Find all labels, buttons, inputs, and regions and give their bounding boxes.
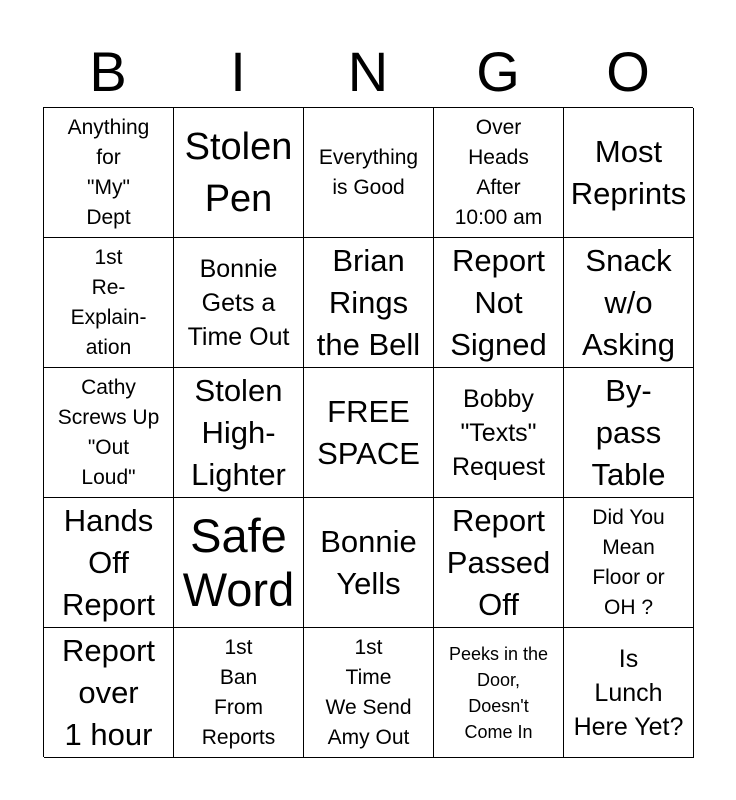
bingo-cell[interactable] <box>434 368 564 498</box>
bingo-cell-text: Anything for "My" Dept <box>67 115 150 229</box>
bingo-cell-text: Safe Word <box>182 508 295 616</box>
bingo-board <box>43 107 693 757</box>
bingo-cell-text: Stolen High- Lighter <box>191 372 286 492</box>
bingo-cell-text: Everything is Good <box>318 145 419 199</box>
bingo-cell-text: By- pass Table <box>591 372 666 492</box>
bingo-cell-text: Bonnie Yells <box>320 523 417 601</box>
bingo-cell-text: Cathy Screws Up "Out Loud" <box>57 375 160 489</box>
bingo-cell-text: Did You Mean Floor or OH ? <box>592 505 665 619</box>
header-letter-g: G <box>476 40 520 103</box>
bingo-cell[interactable] <box>304 108 434 238</box>
bingo-cell-text: Snack w/o Asking <box>581 242 676 362</box>
bingo-cell-text: Report Passed Off <box>446 502 551 622</box>
bingo-cell[interactable] <box>564 498 694 628</box>
bingo-cell-text: 1st Ban From Reports <box>201 635 276 749</box>
bingo-cell-text: 1st Time We Send Amy Out <box>325 635 412 749</box>
bingo-header <box>43 38 693 106</box>
bingo-cell[interactable] <box>434 628 564 758</box>
bingo-cell-text: Brian Rings the Bell <box>316 242 421 362</box>
bingo-cell-text: Bobby "Texts" Request <box>451 384 546 481</box>
bingo-cell[interactable] <box>434 108 564 238</box>
bingo-cell-text: Report Not Signed <box>450 242 547 362</box>
header-letter-i: I <box>230 40 246 103</box>
bingo-cell[interactable] <box>44 108 174 238</box>
bingo-cell[interactable] <box>564 108 694 238</box>
bingo-cell[interactable] <box>174 368 304 498</box>
bingo-cell[interactable] <box>304 628 434 758</box>
bingo-cell-text: FREE SPACE <box>317 393 420 471</box>
bingo-cell[interactable] <box>174 498 304 628</box>
bingo-cell[interactable] <box>44 368 174 498</box>
header-letter-n: N <box>347 40 389 103</box>
bingo-cell[interactable] <box>304 368 434 498</box>
bingo-cell-text: Peeks in the Door, Doesn't Come In <box>448 643 549 742</box>
bingo-cell-text: Bonnie Gets a Time Out <box>187 254 290 351</box>
header-letter-o: O <box>606 40 650 103</box>
bingo-cell[interactable] <box>434 238 564 368</box>
bingo-cell[interactable] <box>44 238 174 368</box>
bingo-cell-text: Stolen Pen <box>184 125 293 220</box>
bingo-cell-text: Most Reprints <box>570 133 687 211</box>
bingo-cell[interactable] <box>304 498 434 628</box>
header-letter-b: B <box>89 40 127 103</box>
bingo-cell[interactable] <box>174 108 304 238</box>
bingo-cell-text: Report over 1 hour <box>61 632 156 752</box>
bingo-cell[interactable] <box>44 628 174 758</box>
bingo-cell[interactable] <box>564 628 694 758</box>
bingo-cell[interactable] <box>174 628 304 758</box>
bingo-cell[interactable] <box>564 238 694 368</box>
bingo-cell[interactable] <box>564 368 694 498</box>
bingo-cell-text: Hands Off Report <box>61 502 156 622</box>
bingo-cell[interactable] <box>434 498 564 628</box>
bingo-cell[interactable] <box>44 498 174 628</box>
bingo-cell-text: Is Lunch Here Yet? <box>573 644 684 741</box>
bingo-cell-text: Over Heads After 10:00 am <box>454 115 543 229</box>
bingo-cell[interactable] <box>304 238 434 368</box>
bingo-cell-text: 1st Re- Explain- ation <box>70 245 147 359</box>
bingo-cell[interactable] <box>174 238 304 368</box>
